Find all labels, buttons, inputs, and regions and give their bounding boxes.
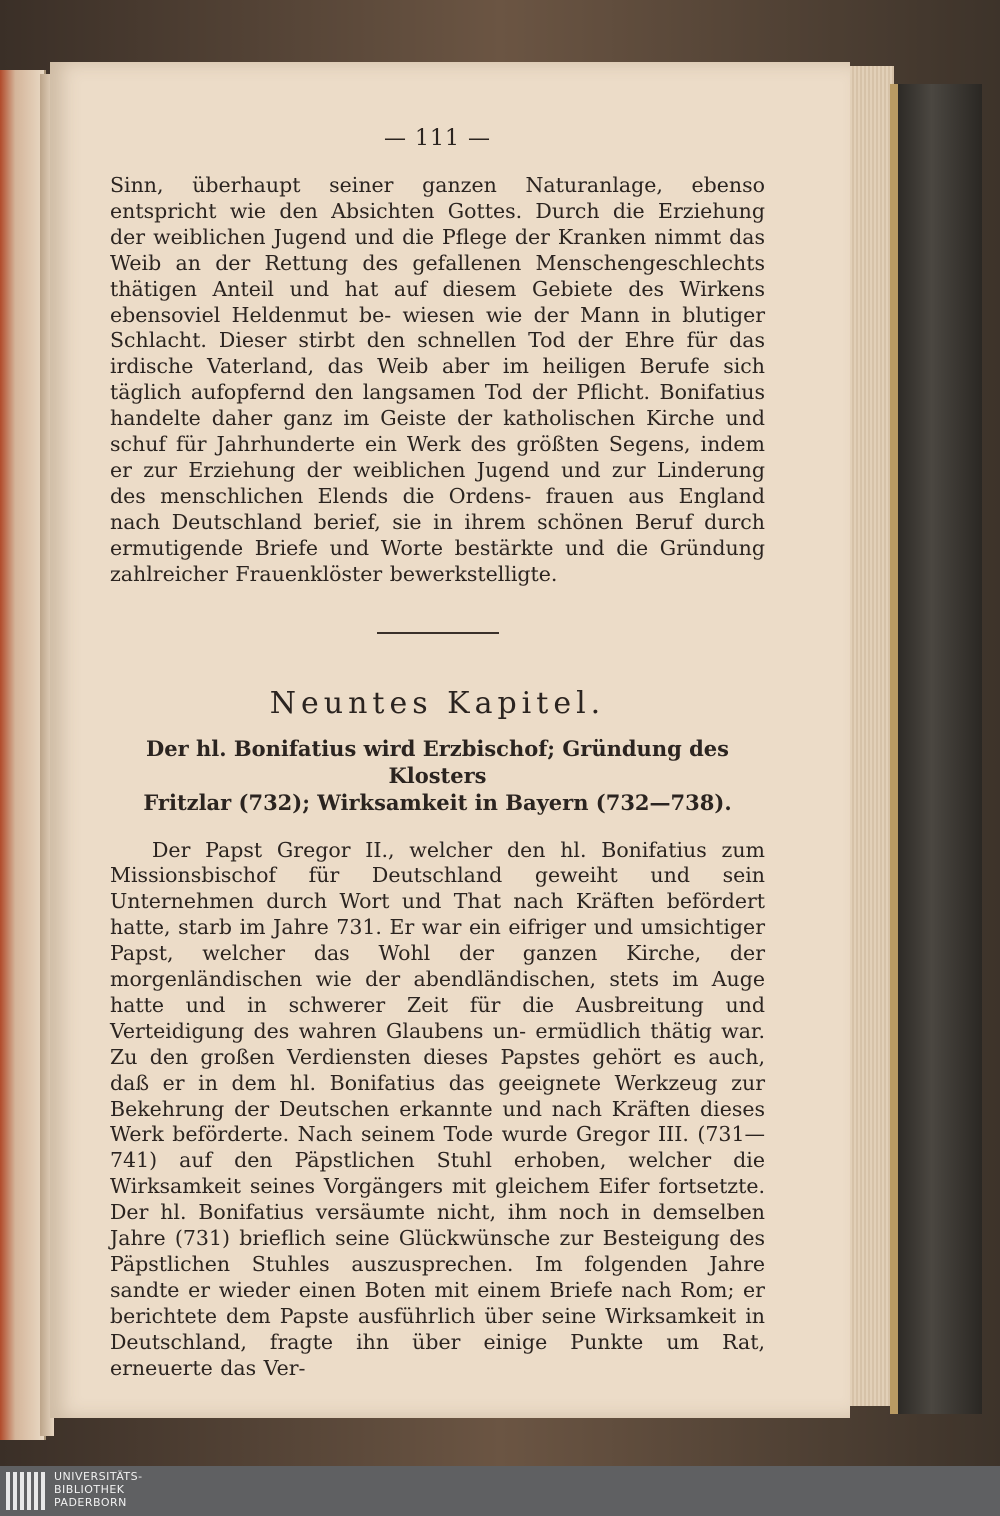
section-title-line-1: Der hl. Bonifatius wird Erzbischof; Gründung des Klosters	[146, 735, 729, 788]
page-number: — 111 —	[384, 126, 491, 151]
page-edges	[850, 66, 894, 1406]
paragraph-1: Sinn, überhaupt seiner ganzen Naturanlage, ebenso entspricht wie den Absichten Gottes. Durch die Erziehung der weiblichen Jugend und die Pflege der Kranken nimmt das Weib an der Rettung des gefallenen Menschengeschlechts thätigen Anteil und hat auf diesem Gebiete des Wirkens ebensoviel Heldenmut be- wiesen wie der Mann in blutiger Schlacht. Dieser stirbt den schnellen Tod der Ehre für das irdische Vaterland, das Weib aber im heiligen Berufe sich täglich aufopfernd den langsamen Tod der Pflicht. Bonifatius handelte daher ganz im Geiste der katholischen Kirche und schuf für Jahrhunderte ein Werk des größten Segens, indem er zur Erziehung der weiblichen Jugend und zur Linderung des menschlichen Elends die Ordens- frauen aus England nach Deutschland berief, sie in ihrem schönen Beruf durch ermutigende Briefe und Worte bestärkte und die Gründung zahlreicher Frauenklöster bewerkstelligte.	[110, 173, 765, 586]
chapter-heading: Neuntes Kapitel.	[269, 685, 606, 721]
library-name-line-2: BIBLIOTHEK	[54, 1483, 125, 1496]
section-title-line-2: Fritzlar (732); Wirksamkeit in Bayern (732—738).	[143, 789, 732, 815]
paragraph-2: Der Papst Gregor II., welcher den hl. Bonifatius zum Missionsbischof für Deutschland geweiht und sein Unternehmen durch Wort und That nach Kräften befördert hatte, starb im Jahre 731. Er war ein eifriger und umsichtiger Papst, welcher das Wohl der ganzen Kirche, der morgenländischen wie der abendländischen, stets im Auge hatte und in schwerer Zeit für die Ausbreitung und Verteidigung des wahren Glaubens un- ermüdlich thätig war. Zu den großen Verdiensten dieses Papstes gehört es auch, daß er in dem hl. Bonifatius das geeignete Werkzeug zur Bekehrung der Deutschen erkannte und nach Kräften dieses Werk beförderte. Nach seinem Tode wurde Gregor III. (731—741) auf den Päpstlichen Stuhl erhoben, welcher die Wirksamkeit seines Vorgängers mit gleichem Eifer fortsetzte. Der hl. Bonifatius versäumte nicht, ihm noch in demselben Jahre (731) brieflich seine Glückwünsche zur Besteigung des Päpstlichen Stuhles auszusprechen. Im folgenden Jahre sandte er wieder einen Boten mit einem Briefe nach Rom; er berichtete dem Papste ausführlich über seine Wirksamkeit in Deutschland, fragte ihn über einige Punkte um Rat, erneuerte das Ver-	[110, 837, 765, 1380]
section-separator	[377, 632, 499, 634]
library-name-line-1: UNIVERSITÄTS-	[54, 1470, 143, 1483]
section-title	[110, 735, 765, 816]
page-content	[110, 126, 765, 1382]
library-logo-icon	[6, 1472, 46, 1510]
book-cover	[890, 84, 982, 1414]
library-footer	[0, 1466, 1000, 1516]
library-name-line-3: PADERBORN	[54, 1496, 127, 1509]
library-name	[54, 1470, 143, 1509]
